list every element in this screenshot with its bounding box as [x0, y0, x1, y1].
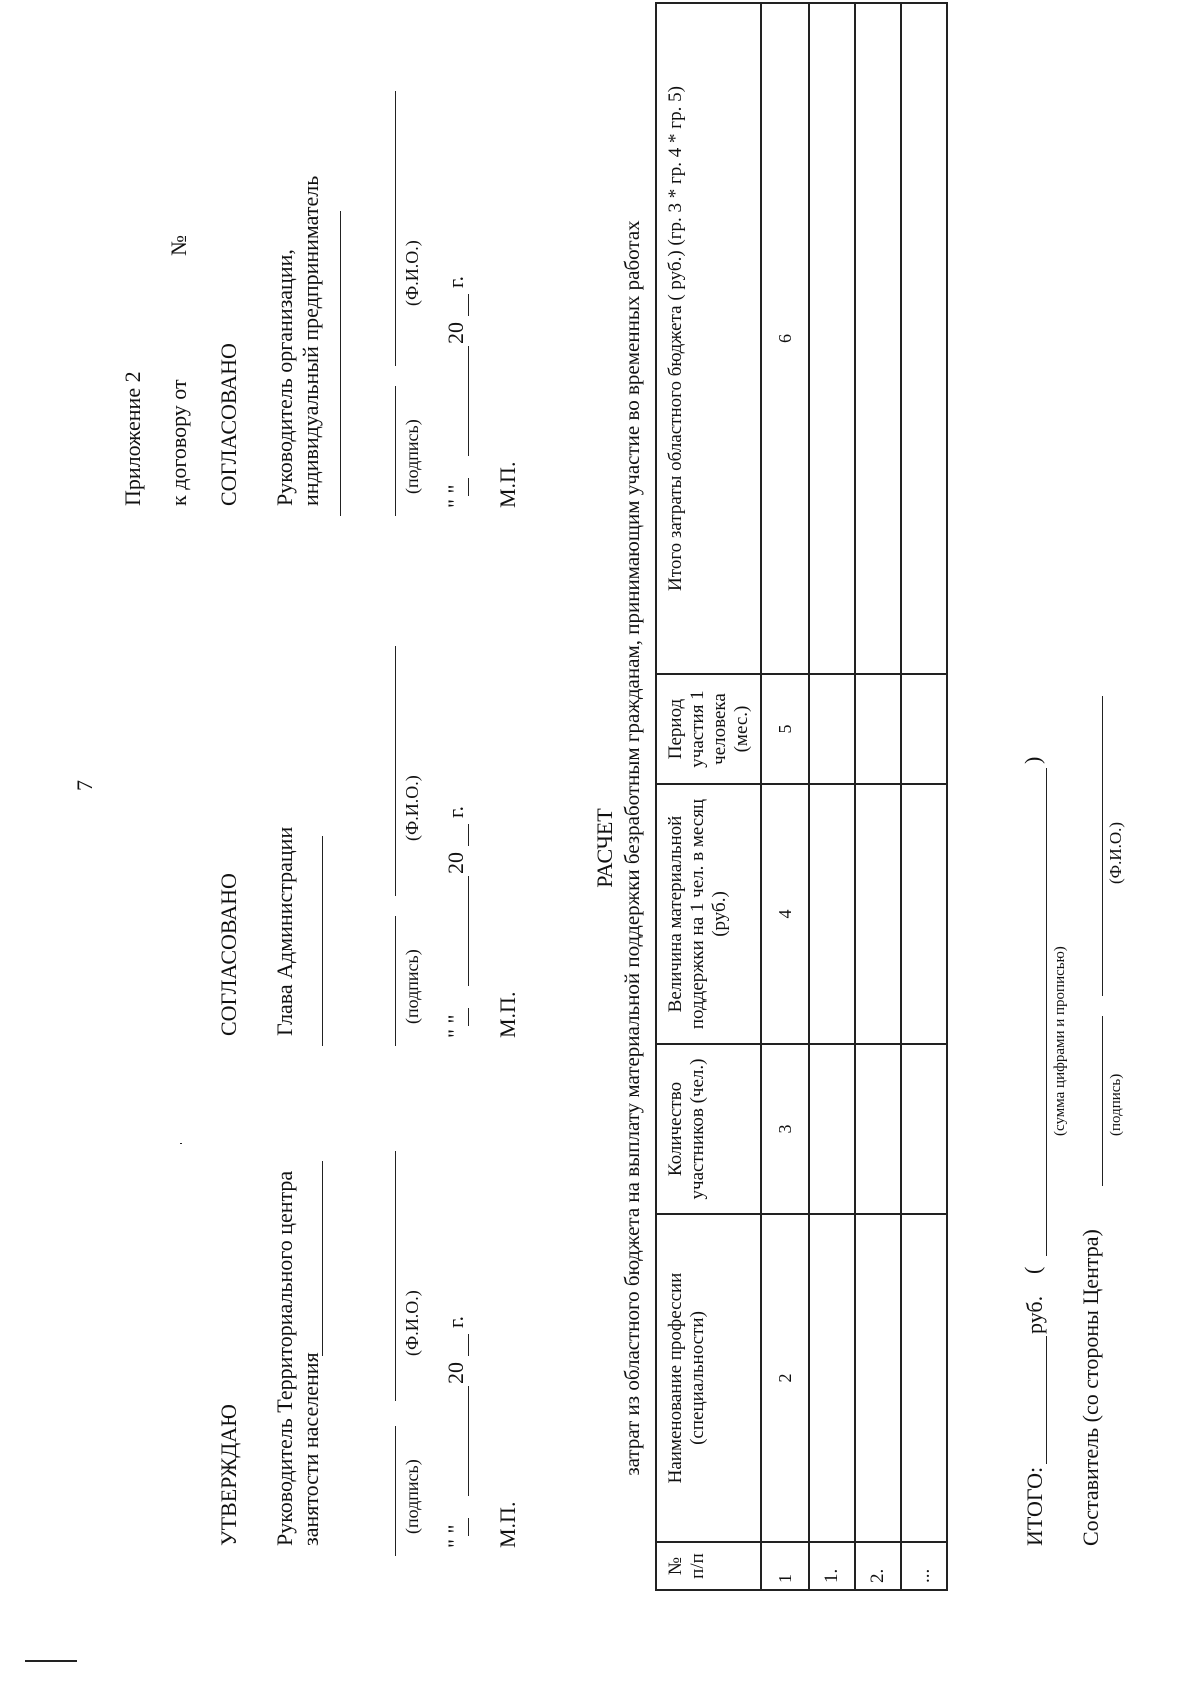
agree-admin-year-line: [468, 824, 469, 846]
col-number: 3: [761, 1044, 809, 1214]
approve-fio-line: [395, 1151, 396, 1401]
approve-line1: Руководитель Территориального центра: [272, 1170, 297, 1546]
agree-org-fio-line: [395, 91, 396, 366]
total-amount-line: [1046, 1336, 1047, 1464]
total-sum-caption: (сумма цифрами и прописью): [1052, 946, 1068, 1136]
col-header-num: № п/п: [656, 1542, 761, 1590]
col-header-support: Величина материальной поддержки на 1 чел. в месяц (руб.): [656, 784, 761, 1044]
approve-fio-label: (Ф.И.О.): [402, 1290, 422, 1356]
calc-table: [655, 2, 948, 1591]
approve-month-line: [468, 1386, 469, 1496]
table-cell[interactable]: [809, 1044, 855, 1214]
agree-org-sign-line: [395, 386, 396, 516]
agree-org-date-quote: " ": [443, 484, 468, 508]
row-number: 2.: [855, 1542, 901, 1590]
approve-line2: занятости населения: [298, 1352, 323, 1546]
table-cell[interactable]: [901, 3, 947, 674]
agree-admin-fio-line: [395, 646, 396, 896]
composer-fio-label: (Ф.И.О.): [1106, 821, 1125, 884]
annex-contract-no: №: [166, 235, 191, 256]
composer-sign-label: (подпись): [1108, 1073, 1124, 1136]
agree-admin-month-line: [468, 876, 469, 986]
approve-stamp: М.П.: [495, 1501, 520, 1548]
total-rub-label: руб.: [1022, 1295, 1047, 1334]
agree-org-sign-label: (подпись): [402, 419, 422, 494]
approve-date-suffix: г.: [443, 1315, 468, 1328]
table-cell[interactable]: [855, 1214, 901, 1542]
agree-admin-org-line: [322, 836, 323, 1046]
total-open-paren: (: [1020, 1266, 1045, 1274]
agree-admin-sign-label: (подпись): [402, 949, 422, 1024]
table-cell[interactable]: [809, 1214, 855, 1542]
agree-admin-date-suffix: г.: [443, 805, 468, 818]
agree-admin-fio-label: (Ф.И.О.): [402, 775, 422, 841]
calc-subtitle: затрат из областного бюджета на выплату материальной поддержки безработным гражданам, принимающим участие во временных работах: [620, 220, 644, 1476]
col-number: 2: [761, 1214, 809, 1542]
agree-org-month-line: [468, 346, 469, 456]
col-number: 1: [761, 1542, 809, 1590]
col-header-profession: Наименование профессии (специальности): [656, 1214, 761, 1542]
table-row: [901, 3, 947, 1590]
scan-dot: [180, 1143, 182, 1144]
annex-contract-ref: к договору от: [166, 379, 191, 506]
agree-admin-sign-line: [395, 916, 396, 1046]
table-cell[interactable]: [855, 674, 901, 784]
total-words-line: [1046, 768, 1047, 1256]
agree-org-heading: СОГЛАСОВАНО: [216, 343, 241, 506]
approve-heading: УТВЕРЖДАЮ: [216, 1404, 241, 1546]
approve-date-quote: " ": [443, 1524, 468, 1548]
col-header-participants: Количество участников (чел.): [656, 1044, 761, 1214]
composer-sign-line: [1102, 1016, 1103, 1186]
table-cell[interactable]: [809, 3, 855, 674]
table-cell[interactable]: [901, 1214, 947, 1542]
agree-admin-date-quote: " ": [443, 1014, 468, 1038]
agree-admin-line1: Глава Администрации: [272, 826, 297, 1036]
col-header-period: Период участия 1 человека (мес.): [656, 674, 761, 784]
approve-org-line: [322, 1161, 323, 1356]
table-cell[interactable]: [901, 1044, 947, 1214]
composer-label: Составитель (со стороны Центра): [1078, 1229, 1103, 1546]
col-header-total: Итого затраты областного бюджета ( руб.) (гр. 3 * гр. 4 * гр. 5): [656, 3, 761, 674]
agree-org-line2: индивидуальный предприниматель: [298, 175, 323, 506]
column-numbers-row: [761, 3, 809, 1590]
total-close-paren: ): [1020, 756, 1045, 764]
table-cell[interactable]: [855, 784, 901, 1044]
annex-title: Приложение 2: [120, 371, 145, 506]
table-cell[interactable]: [855, 1044, 901, 1214]
agree-org-extra-line: [340, 211, 341, 516]
row-number: 1.: [809, 1542, 855, 1590]
table-cell[interactable]: [855, 3, 901, 674]
approve-sign-label: (подпись): [402, 1459, 422, 1534]
agree-admin-day-line: [468, 1008, 469, 1026]
page-number: 7: [72, 780, 97, 791]
agree-admin-stamp: М.П.: [495, 991, 520, 1038]
col-number: 6: [761, 3, 809, 674]
agree-org-stamp: М.П.: [495, 461, 520, 508]
agree-admin-heading: СОГЛАСОВАНО: [216, 873, 241, 1036]
row-number: ...: [901, 1542, 947, 1590]
table-cell[interactable]: [809, 784, 855, 1044]
approve-date-year: 20: [443, 1362, 468, 1384]
edge-mark: [25, 1660, 77, 1662]
agree-org-date-suffix: г.: [443, 275, 468, 288]
table-header-row: [656, 3, 761, 1590]
agree-org-line1: Руководитель организации,: [272, 249, 297, 506]
table-row: [855, 3, 901, 1590]
approve-day-line: [468, 1518, 469, 1536]
table-cell[interactable]: [901, 784, 947, 1044]
composer-fio-line: [1102, 696, 1103, 996]
agree-org-year-line: [468, 294, 469, 316]
table-cell[interactable]: [809, 674, 855, 784]
agree-org-date-year: 20: [443, 322, 468, 344]
total-label: ИТОГО:: [1022, 1466, 1047, 1546]
approve-sign-line: [395, 1426, 396, 1556]
agree-org-day-line: [468, 478, 469, 496]
agree-admin-date-year: 20: [443, 852, 468, 874]
calc-title: РАСЧЕТ: [592, 808, 617, 888]
table-row: [809, 3, 855, 1590]
table-cell[interactable]: [901, 674, 947, 784]
agree-org-fio-label: (Ф.И.О.): [402, 240, 422, 306]
col-number: 5: [761, 674, 809, 784]
approve-year-line: [468, 1334, 469, 1356]
col-number: 4: [761, 784, 809, 1044]
